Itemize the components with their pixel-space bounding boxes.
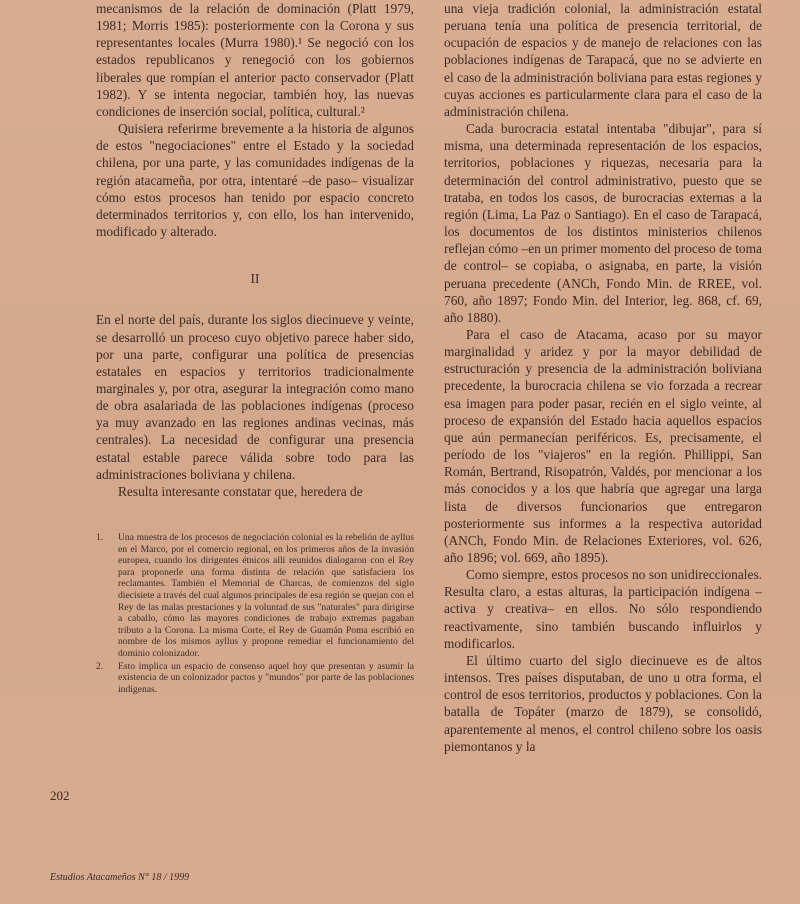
footnote-number: 2. (96, 660, 104, 672)
section-number: II (250, 271, 260, 287)
paragraph: una vieja tradición colonial, la administración estatal peruana tenía una política de presencia territorial, de ocupación de espacios y de manejo de relaciones con las poblaciones indígenas de Tarapacá, que no se advierte en el caso de la administración boliviana para estas regiones y cuyas acciones es particularmente clara para el caso de la administración chilena. (444, 1, 762, 119)
footnote (96, 532, 414, 660)
paragraph: Como siempre, estos procesos no son unidireccionales. Resulta claro, a estas alturas, la participación indígena –activa y creativa– en ellos. No sólo respondiendo reactivamente, sino también buscando influirlos y modificarlos. (444, 567, 762, 651)
left-column (96, 0, 414, 696)
footnote-text: Esto implica un espacio de consenso aquel hoy que presentan y asumir la existencia de un colonizador pactos y "mundos" por parte de las poblaciones indígenas. (118, 660, 414, 695)
running-footer: Estudios Atacameños N° 18 / 1999 (50, 872, 190, 883)
paragraph: Para el caso de Atacama, acaso por su mayor marginalidad y aridez y por la mayor debilidad de estructuración y presencia de la administración boliviana precedente, la burocracia chilena se vio forzada a recrear esa imagen para poder pasar, recién en el siglo veinte, al proceso de expansión del Estado hacia aquellos espacios que aún permanecían periféricos. Es, precisamente, el período de los "viajeros" en la región. Phillippi, San Román, Bertrand, Risopatrón, Valdés, por mencionar a los más conocidos y a los que habría que agregar una larga lista de diversos funcionarios que entregaron posteriormente sus informes a la respectiva autoridad (ANCh, Fondo Min. de Relaciones Exteriores, vol. 626, año 1896; vol. 669, año 1895). (444, 326, 762, 565)
paragraph: mecanismos de la relación de dominación (Platt 1979, 1981; Morris 1985): posteriormente con la Corona y sus representantes locales (Murra 1980).¹ Se negoció con los estados republicanos y renegoció con los gobiernos liberales que rompían el anterior pacto conservador (Platt 1982). Y se intenta negociar, también hoy, las nuevas condiciones de inserción social, política, cultural.² (96, 1, 414, 119)
footnote-text: Una muestra de los procesos de negociación colonial es la rebelión de ayllus en el Marco, por el comercio regional, en los primeros años de la invasión europea, cuando los dirigentes étnicos allí reunidos dialogaron con el Rey para proponerle una forma distinta de relación que satisfaciera los reclamantes. También el Memorial de Charcas, de comienzos del siglo diecisiete a través del cual algunos principales de esa región se quejan con el Rey de las malas prestaciones y la voluntad de sus "naturales" para dirigirse a caballo, cómo las mayores condiciones de trabajo extremas pagaban tributo a la Corona. La misma Corte, el Rey de Guamán Poma escribió en nombre de los mismos ayllus y propone remediar el funcionamiento del dominio colonizador. (118, 532, 414, 659)
footnote (96, 661, 414, 696)
paragraph: El último cuarto del siglo diecinueve es de altos intensos. Tres países disputaban, de uno u otra forma, el control de esos territorios, productos y poblaciones. Con la batalla de Topáter (marzo de 1879), se consolidó, aparentemente al menos, el control chileno sobre los oasis piemontanos y la (444, 652, 762, 754)
paragraph: En el norte del país, durante los siglos diecinueve y veinte, se desarrolló un proceso cuyo objetivo parece haber sido, por una parte, configurar una política de presencias estatales en espacios y territorios tradicionalmente marginales y, por otra, asegurar la integración como mano de obra asalariada de las poblaciones indígenas (proceso ya muy avanzado en las regiones andinas vecinas, más centrales). La necesidad de configurar una presencia estatal estable parece válida sobre todo para las administraciones boliviana y chilena. (96, 312, 414, 482)
paragraph: Quisiera referirme brevemente a la historia de algunos de estos "negociaciones" entre el Estado y la sociedad chilena, por una parte, y las comunidades indígenas de la región atacameña, por otra, intentaré –de paso– visualizar cómo estos procesos han tenido por espacio concreto determinados territorios y, con ello, los han intervenido, modificado y alterado. (96, 121, 414, 240)
page-number: 202 (50, 788, 70, 803)
footnote-number: 1. (96, 532, 104, 544)
paragraph: Cada burocracia estatal intentaba "dibujar", para sí misma, una determinada representación de los espacios, territorios, poblaciones y riquezas, necesaria para la determinación del control administrativo, puesto que se trataba, en todos los casos, de burocracias externas a la región (Lima, La Paz o Santiago). En el caso de Tarapacá, los documentos de los distintos ministerios chilenos reflejan cómo –en un primer momento del proceso de toma de control– se copiaba, o asignaba, en parte, la visión peruana precedente (ANCh, Fondo Min. de RREE, vol. 760, año 1897; Fondo Min. del Interior, leg. 868, cf. 69, año 1880). (444, 121, 762, 325)
footnotes (96, 532, 414, 695)
right-column (444, 0, 762, 755)
paragraph: Resulta interesante constatar que, heredera de (118, 483, 363, 499)
